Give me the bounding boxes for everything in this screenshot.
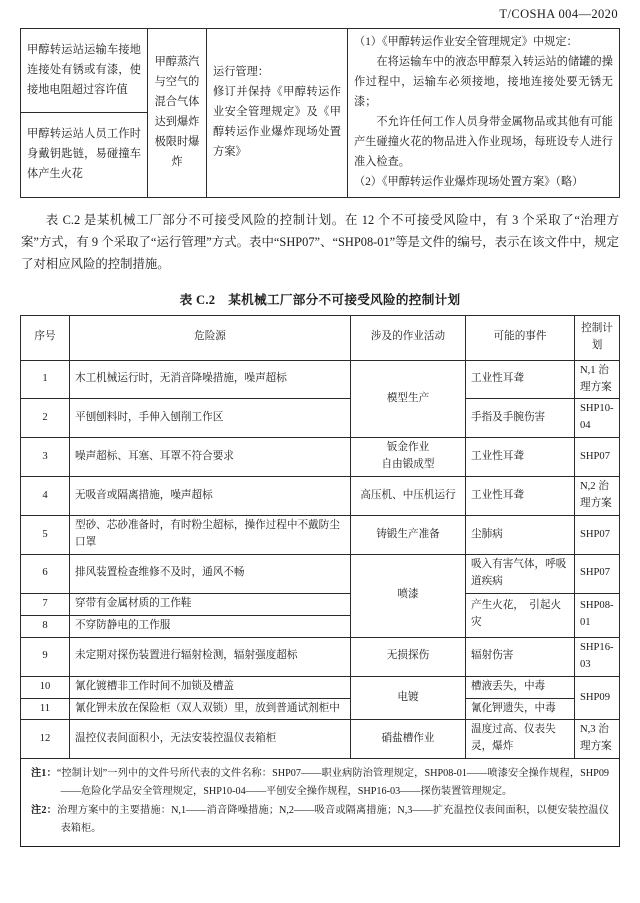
top-event-cell bbox=[148, 29, 207, 198]
row-event: 吸入有害气体，呼吸道疾病 bbox=[466, 554, 575, 593]
row-activity: 铸锻生产准备 bbox=[351, 516, 466, 555]
row-hazard: 平刨刨料时，手伸入刨削工作区 bbox=[70, 399, 351, 438]
row-plan: SHP07 bbox=[575, 554, 620, 593]
table-row bbox=[21, 676, 620, 698]
row-hazard: 排风装置检查维修不及时，通风不畅 bbox=[70, 554, 351, 593]
row-no: 9 bbox=[21, 637, 70, 676]
column-header-event: 可能的事件 bbox=[466, 315, 575, 360]
row-activity: 硝盐槽作业 bbox=[351, 720, 466, 759]
row-plan: N,1 治理方案 bbox=[575, 360, 620, 399]
row-plan: SHP16-03 bbox=[575, 637, 620, 676]
row-hazard: 型砂、芯砂准备时，有时粉尘超标，操作过程中不戴防尘口罩 bbox=[70, 516, 351, 555]
row-no: 5 bbox=[21, 516, 70, 555]
table-notes-block bbox=[20, 759, 620, 847]
row-plan: SHP09 bbox=[575, 676, 620, 720]
row-activity bbox=[351, 438, 466, 477]
table-row bbox=[21, 637, 620, 676]
row-event: 槽液丢失，中毒 bbox=[466, 676, 575, 698]
top-plan-cell bbox=[207, 29, 348, 198]
note-text: 治理方案中的主要措施：N,1——消音降噪措施；N,2——吸音或隔离措施；N,3——扩充温控仪表间面积，以便安装控温仪表箱柜。 bbox=[57, 804, 609, 834]
row-event: 工业性耳聋 bbox=[466, 477, 575, 516]
row-hazard: 氰化镀槽非工作时间不加锁及槽盖 bbox=[70, 676, 351, 698]
activity-line: 钣金作业 bbox=[386, 442, 430, 454]
table-row bbox=[21, 554, 620, 593]
top-hazard-cell-2: 甲醇转运站人员工作时身戴钥匙链，易碰撞车体产生火花 bbox=[21, 113, 148, 197]
row-activity: 高压机、中压机运行 bbox=[351, 477, 466, 516]
table-caption: 表 C.2 某机械工厂部分不可接受风险的控制计划 bbox=[179, 292, 461, 307]
table-row bbox=[21, 29, 620, 113]
row-event: 氰化钾遗失，中毒 bbox=[466, 698, 575, 720]
column-header-plan: 控制计划 bbox=[575, 315, 620, 360]
row-no: 12 bbox=[21, 720, 70, 759]
row-hazard: 噪声超标、耳塞、耳罩不符合要求 bbox=[70, 438, 351, 477]
table-row bbox=[21, 593, 620, 615]
note-text: “控制计划”一列中的文件号所代表的文件名称：SHP07——职业病防治管理规定，SHP08-01——喷漆安全操作规程，SHP09——危险化学品安全管理规定，SHP10-04——平刨安全操作规程，SHP16-03——探伤装置管理规定。 bbox=[56, 768, 610, 798]
table-row bbox=[21, 516, 620, 555]
body-paragraph: 表 C.2 是某机械工厂部分不可接受风险的控制计划。在 12 个不可接受风险中，有 3 个采取了“治理方案”方式，有 9 个采取了“运行管理”方式。表中“SHP07”、“SHP08-01”等是文件的编号，表示在该文件中，规定了对相应风险的控制措施。 bbox=[21, 212, 619, 271]
top-plan-title: 运行管理： bbox=[213, 65, 269, 78]
table-header-row bbox=[21, 315, 620, 360]
row-hazard: 不穿防静电的工作服 bbox=[70, 615, 351, 637]
row-hazard: 氰化钾未放在保险柜（双人双锁）里，放到普通试剂柜中 bbox=[70, 698, 351, 720]
row-hazard: 温控仪表间面积小，无法安装控温仪表箱柜 bbox=[70, 720, 351, 759]
row-no: 10 bbox=[21, 676, 70, 698]
row-hazard: 穿带有金属材质的工作鞋 bbox=[70, 593, 351, 615]
top-detail-line-4: （2）《甲醇转运作业爆炸现场处置方案》（略） bbox=[354, 175, 584, 188]
note-label: 注2： bbox=[31, 804, 58, 816]
row-no: 1 bbox=[21, 360, 70, 399]
row-plan: N,3 治理方案 bbox=[575, 720, 620, 759]
row-event: 手指及手腕伤害 bbox=[466, 399, 575, 438]
risk-control-plan-table bbox=[20, 315, 620, 760]
row-no: 4 bbox=[21, 477, 70, 516]
top-detail-line-2: 在将运输车中的液态甲醇泵入转运站的储罐的操作过程中，运输车必须接地，接地连接处要无锈无漆； bbox=[354, 55, 613, 108]
activity-line: 自由锻成型 bbox=[381, 459, 435, 471]
note-item bbox=[31, 765, 609, 801]
row-no: 3 bbox=[21, 438, 70, 477]
row-event: 产生火花， 引起火灾 bbox=[466, 593, 575, 637]
column-header-no: 序号 bbox=[21, 315, 70, 360]
table-row bbox=[21, 477, 620, 516]
row-activity: 无损探伤 bbox=[351, 637, 466, 676]
row-no: 7 bbox=[21, 593, 70, 615]
row-event: 辐射伤害 bbox=[466, 637, 575, 676]
note-item bbox=[31, 802, 609, 838]
table-row bbox=[21, 698, 620, 720]
top-continuation-table bbox=[20, 28, 620, 198]
top-event-text: 甲醇蒸汽与空气的混合气体达到爆炸极限时爆炸 bbox=[154, 55, 200, 168]
table-row bbox=[21, 720, 620, 759]
top-hazard-cell-1: 甲醇转运站运输车接地连接处有锈或有漆，使接地电阻超过容许值 bbox=[21, 29, 148, 113]
row-event: 工业性耳聋 bbox=[466, 438, 575, 477]
table-row bbox=[21, 360, 620, 399]
row-no: 6 bbox=[21, 554, 70, 593]
row-event: 尘肺病 bbox=[466, 516, 575, 555]
column-header-activity: 涉及的作业活动 bbox=[351, 315, 466, 360]
row-event: 温度过高、仪表失灵，爆炸 bbox=[466, 720, 575, 759]
note-label: 注1： bbox=[31, 768, 57, 780]
top-detail-line-3: 不允许任何工作人员身带金属物品或其他有可能产生碰撞火花的物品进入作业现场，每班设专人进行准入检查。 bbox=[354, 115, 613, 168]
top-detail-line-1: （1）《甲醇转运作业安全管理规定》中规定： bbox=[354, 36, 578, 48]
row-hazard: 未定期对探伤装置进行辐射检测，辐射强度超标 bbox=[70, 637, 351, 676]
row-no: 8 bbox=[21, 615, 70, 637]
table-row bbox=[21, 399, 620, 438]
top-detail-cell bbox=[348, 29, 620, 198]
table-row bbox=[21, 438, 620, 477]
row-activity: 电镀 bbox=[351, 676, 466, 720]
row-hazard: 木工机械运行时，无消音降噪措施，噪声超标 bbox=[70, 360, 351, 399]
row-plan: N,2 治理方案 bbox=[575, 477, 620, 516]
row-plan: SHP08-01 bbox=[575, 593, 620, 637]
row-activity: 模型生产 bbox=[351, 360, 466, 438]
row-event: 工业性耳聋 bbox=[466, 360, 575, 399]
page-header-standard-code: T/COSHA 004—2020 bbox=[499, 7, 618, 21]
row-hazard: 无吸音或隔离措施，噪声超标 bbox=[70, 477, 351, 516]
row-plan: SHP07 bbox=[575, 438, 620, 477]
row-no: 11 bbox=[21, 698, 70, 720]
row-activity: 喷漆 bbox=[351, 554, 466, 637]
row-no: 2 bbox=[21, 399, 70, 438]
row-plan: SHP07 bbox=[575, 516, 620, 555]
top-plan-body: 修订并保持《甲醇转运作业安全管理规定》及《甲醇转运作业爆炸现场处置方案》 bbox=[213, 85, 341, 158]
column-header-hazard: 危险源 bbox=[70, 315, 351, 360]
row-plan: SHP10-04 bbox=[575, 399, 620, 438]
